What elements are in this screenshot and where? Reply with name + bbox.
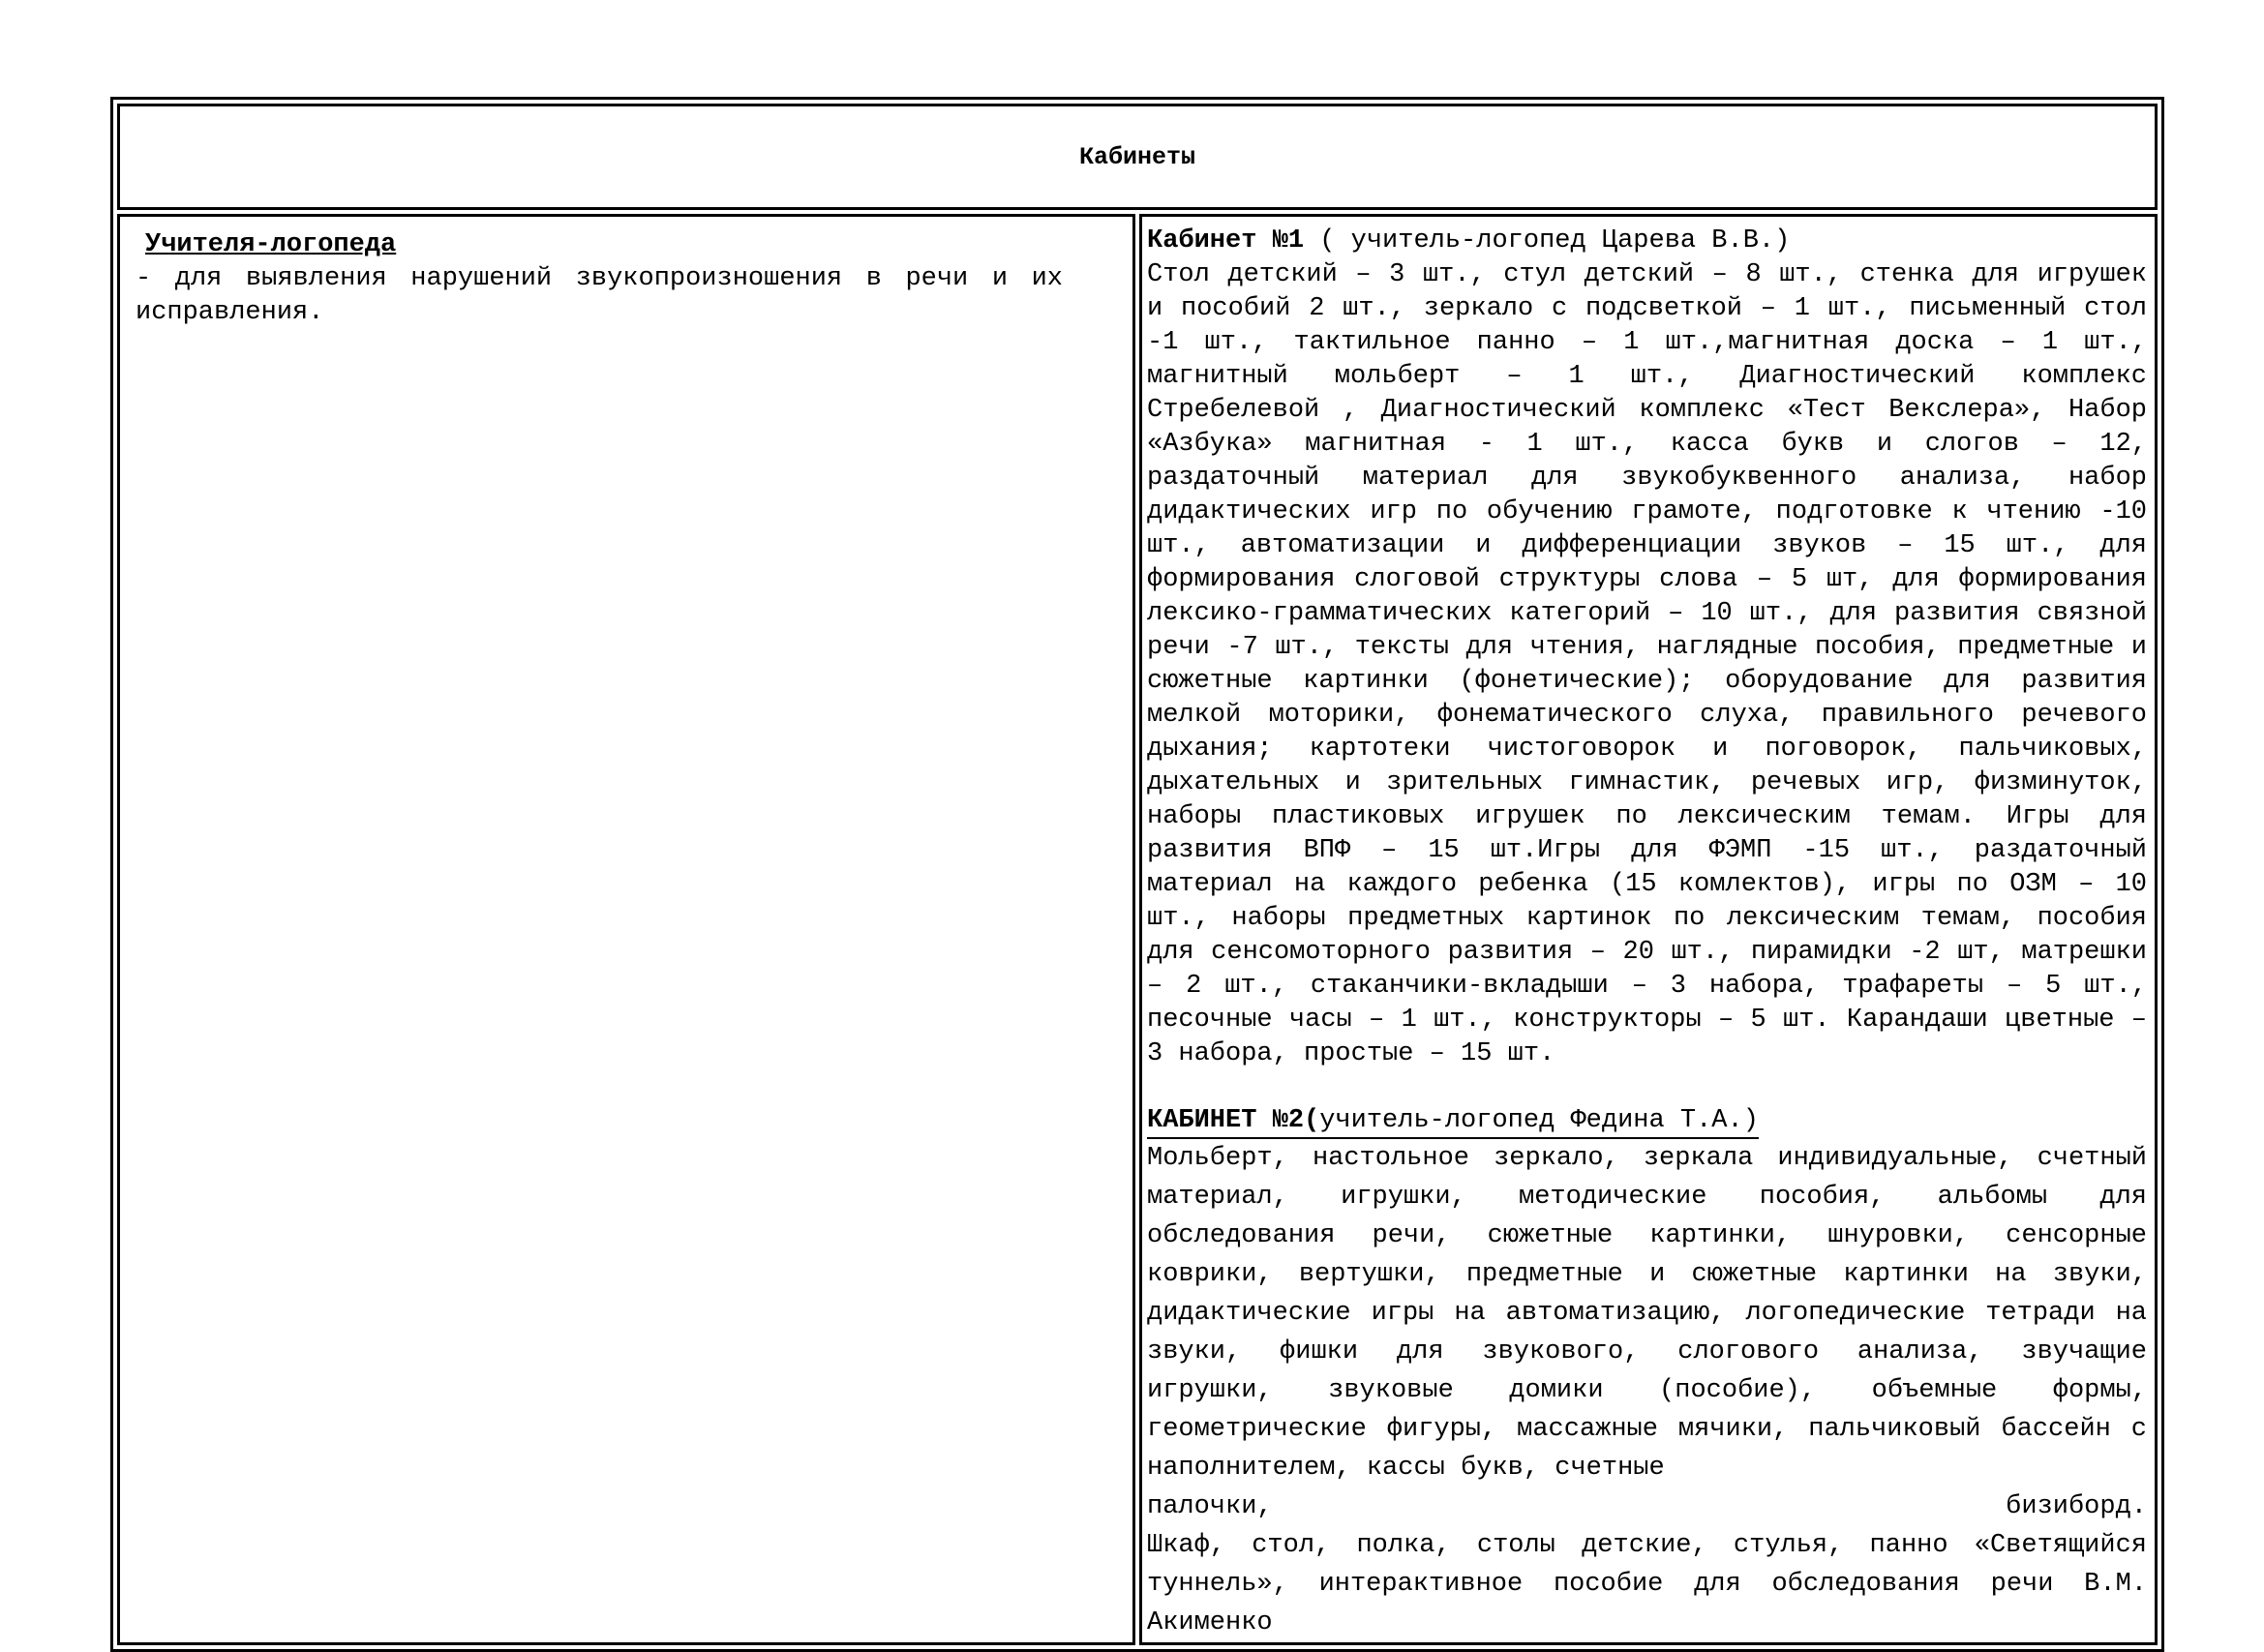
cabinet-2-split-left: палочки,	[1147, 1492, 1273, 1521]
cabinet-2-title: КАБИНЕТ №2(	[1147, 1106, 1320, 1135]
left-column-cell	[117, 214, 1135, 1645]
cabinet-2-heading	[1147, 1105, 1759, 1139]
cabinet-2-note: учитель-логопед Федина Т.А.)	[1319, 1106, 1759, 1135]
header-row	[117, 104, 2158, 210]
table-title: Кабинеты	[1078, 142, 1196, 171]
cabinet-2-furniture: Шкаф, стол, полка, столы детские, стулья, панно «Светящийся туннель», интерактивное пособие для обследования речи В.М. Акименко	[1147, 1531, 2147, 1637]
cabinet-1-heading	[1147, 225, 2147, 258]
cabinet-2-equipment: Мольберт, настольное зеркало, зеркала индивидуальные, счетный материал, игрушки, методические пособия, альбомы для обследования речи, сюжетные картинки, шнуровки, сенсорные коврики, вертушки, предметные и сюжетные картинки на звуки, дидактические игры на автоматизацию, логопедические тетради на звуки, фишки для звукового, слогового анализа, звучащие игрушки, звуковые домики (пособие), объемные формы, геометрические фигуры, массажные мячики, пальчиковый бассейн с наполнителем, кассы букв, счетные	[1147, 1144, 2147, 1483]
cabinet-2-split-line	[1147, 1487, 2147, 1526]
cabinet-1-note: ( учитель-логопед Царева В.В.)	[1304, 226, 1791, 255]
cabinet-2-split-right: бизиборд.	[2006, 1492, 2147, 1521]
table-header-cell	[117, 104, 2158, 210]
right-column-cell	[1139, 214, 2158, 1645]
speech-therapist-description: - для выявления нарушений звукопроизношения в речи и их исправления.	[136, 264, 1063, 327]
cabinet-1-title: Кабинет №1	[1147, 226, 1305, 255]
speech-therapist-title: Учителя-логопеда	[145, 230, 397, 259]
cabinet-1-equipment: Стол детский – 3 шт., стул детский – 8 шт., стенка для игрушек и пособий 2 шт., зеркало с подсветкой – 1 шт., письменный стол -1 шт., тактильное панно – 1 шт.,магнитная доска – 1 шт., магнитный мольберт – 1 шт., Диагностический комплекс Стребелевой , Диагностический комплекс «Тест Векслера», Набор «Азбука» магнитная - 1 шт., касса букв и слогов – 12, раздаточный материал для звукобуквенного анализа, набор дидактических игр по обучению грамоте, подготовке к чтению -10 шт., автоматизации и дифференциации звуков – 15 шт., для формирования слоговой структуры слова – 5 шт, для формирования лексико-грамматических категорий – 10 шт., для развития связной речи -7 шт., тексты для чтения, наглядные пособия, предметные и сюжетные картинки (фонетические); оборудование для развития мелкой моторики, фонематического слуха, правильного речевого дыхания; картотеки чистоговорок и поговорок, пальчиковых, дыхательных и зрительных гимнастик, речевых игр, физминуток, наборы пластиковых игрушек по лексическим темам. Игры для развития ВПФ – 15 шт.Игры для ФЭМП -15 шт., раздаточный материал на каждого ребенка (15 комлектов), игры по ОЗМ – 10 шт., наборы предметных картинок по лексическим темам, пособия для сенсомоторного развития – 20 шт., пирамидки -2 шт, матрешки – 2 шт., стаканчики-вкладыши – 3 набора, трафареты – 5 шт., песочные часы – 1 шт., конструкторы – 5 шт. Карандаши цветные – 3 набора, простые – 15 шт.	[1147, 260, 2147, 1068]
content-row	[117, 214, 2158, 1645]
cabinets-table	[110, 97, 2164, 1652]
